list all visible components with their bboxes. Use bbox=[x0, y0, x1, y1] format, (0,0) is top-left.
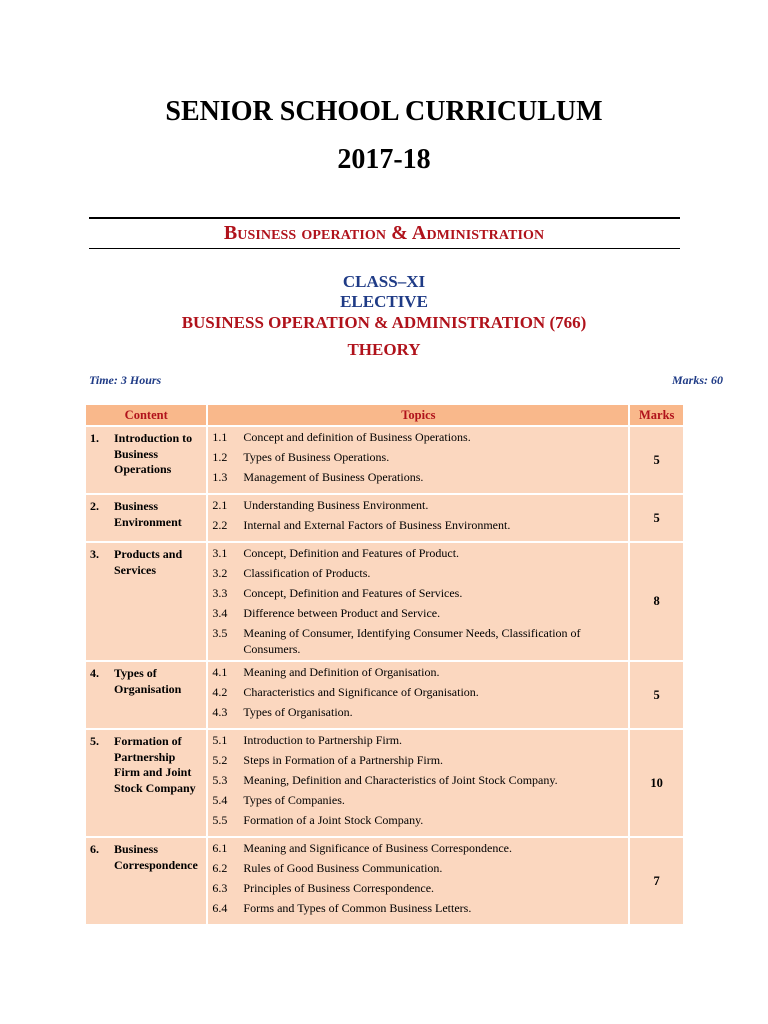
topic-text: Types of Organisation. bbox=[243, 705, 353, 719]
table-row bbox=[86, 730, 683, 836]
topic-item bbox=[212, 901, 624, 921]
content-cell bbox=[86, 495, 206, 541]
topic-number: 6.1 bbox=[212, 841, 228, 855]
topic-item bbox=[212, 813, 624, 833]
topic-number: 4.1 bbox=[212, 665, 228, 679]
topic-item bbox=[212, 733, 624, 753]
topic-number: 4.3 bbox=[212, 705, 228, 719]
topic-number: 6.4 bbox=[212, 901, 228, 915]
topic-number: 3.1 bbox=[212, 546, 228, 560]
topic-text: Rules of Good Business Communication. bbox=[243, 861, 443, 875]
topic-item bbox=[212, 626, 624, 657]
content-column-header: Content bbox=[86, 405, 206, 425]
topics-cell bbox=[208, 662, 628, 728]
topic-number: 5.3 bbox=[212, 773, 228, 787]
topic-text: Meaning, Definition and Characteristics of Joint Stock Company. bbox=[243, 773, 558, 787]
topic-item bbox=[212, 586, 624, 606]
content-cell bbox=[86, 427, 206, 493]
unit-title: Types of Organisation bbox=[114, 666, 182, 696]
topic-number: 5.4 bbox=[212, 793, 228, 807]
marks-cell: 5 bbox=[630, 427, 683, 493]
table-row bbox=[86, 662, 683, 728]
topic-text: Meaning of Consumer, Identifying Consumer Needs, Classification of Consumers. bbox=[243, 626, 581, 656]
topic-text: Concept and definition of Business Operations. bbox=[243, 430, 471, 444]
syllabus-table bbox=[84, 403, 685, 926]
topic-number: 3.4 bbox=[212, 606, 228, 620]
marks-cell: 7 bbox=[630, 838, 683, 924]
topics-column-header: Topics bbox=[208, 405, 628, 425]
topic-item bbox=[212, 685, 624, 705]
topic-text: Understanding Business Environment. bbox=[243, 498, 429, 512]
unit-number: 4. bbox=[90, 666, 99, 680]
topic-text: Meaning and Significance of Business Correspondence. bbox=[243, 841, 513, 855]
table-row bbox=[86, 543, 683, 660]
topics-cell bbox=[208, 838, 628, 924]
elective-label: ELECTIVE bbox=[340, 292, 428, 311]
topic-number: 6.2 bbox=[212, 861, 228, 875]
topics-cell bbox=[208, 730, 628, 836]
topic-number: 1.2 bbox=[212, 450, 228, 464]
topic-item bbox=[212, 430, 624, 450]
subject-heading: Business operation & Administration bbox=[223, 222, 545, 244]
topic-text: Classification of Products. bbox=[243, 566, 371, 580]
marks-cell: 8 bbox=[630, 543, 683, 660]
unit-number: 3. bbox=[90, 547, 99, 561]
content-cell bbox=[86, 543, 206, 660]
topic-text: Types of Business Operations. bbox=[243, 450, 390, 464]
topic-number: 6.3 bbox=[212, 881, 228, 895]
topic-text: Management of Business Operations. bbox=[243, 470, 424, 484]
unit-number: 1. bbox=[90, 431, 99, 445]
topic-text: Characteristics and Significance of Organisation. bbox=[243, 685, 479, 699]
topic-text: Introduction to Partnership Firm. bbox=[243, 733, 403, 747]
topic-number: 5.1 bbox=[212, 733, 228, 747]
unit-title: Products and Services bbox=[114, 547, 183, 577]
topic-number: 3.3 bbox=[212, 586, 228, 600]
marks-cell: 5 bbox=[630, 662, 683, 728]
unit-number: 6. bbox=[90, 842, 99, 856]
unit-number: 5. bbox=[90, 734, 99, 748]
unit-number: 2. bbox=[90, 499, 99, 513]
topic-item bbox=[212, 566, 624, 586]
topic-text: Meaning and Definition of Organisation. bbox=[243, 665, 440, 679]
total-marks-label: Marks: 60 bbox=[671, 373, 723, 387]
topic-item bbox=[212, 470, 624, 490]
table-body bbox=[86, 427, 683, 924]
unit-title: Business Environment bbox=[114, 499, 182, 529]
topics-cell bbox=[208, 495, 628, 541]
time-label: Time: 3 Hours bbox=[89, 373, 162, 387]
table-row bbox=[86, 427, 683, 493]
topic-item bbox=[212, 861, 624, 881]
topic-text: Internal and External Factors of Business Environment. bbox=[243, 518, 511, 532]
unit-title: Business Correspondence bbox=[114, 842, 198, 872]
unit-title: Formation of Partnership Firm and Joint Stock Company bbox=[114, 734, 196, 795]
topic-text: Forms and Types of Common Business Letters. bbox=[243, 901, 472, 915]
topic-item bbox=[212, 546, 624, 566]
theory-label: THEORY bbox=[347, 340, 421, 359]
topic-item bbox=[212, 753, 624, 773]
topic-number: 3.2 bbox=[212, 566, 228, 580]
topic-number: 4.2 bbox=[212, 685, 228, 699]
topic-number: 1.1 bbox=[212, 430, 228, 444]
marks-cell: 10 bbox=[630, 730, 683, 836]
topic-number: 1.3 bbox=[212, 470, 228, 484]
content-cell bbox=[86, 838, 206, 924]
topic-text: Concept, Definition and Features of Services. bbox=[243, 586, 463, 600]
topic-text: Formation of a Joint Stock Company. bbox=[243, 813, 424, 827]
topic-item bbox=[212, 793, 624, 813]
topic-item bbox=[212, 450, 624, 470]
topics-cell bbox=[208, 427, 628, 493]
table-row bbox=[86, 495, 683, 541]
table-header-row bbox=[86, 405, 683, 425]
page-year: 2017-18 bbox=[337, 144, 431, 175]
page-title: SENIOR SCHOOL CURRICULUM bbox=[165, 96, 603, 127]
topic-number: 2.2 bbox=[212, 518, 228, 532]
topic-text: Concept, Definition and Features of Product. bbox=[243, 546, 460, 560]
topic-number: 5.5 bbox=[212, 813, 228, 827]
bottom-divider bbox=[89, 248, 680, 249]
topic-item bbox=[212, 841, 624, 861]
topic-item bbox=[212, 606, 624, 626]
content-cell bbox=[86, 730, 206, 836]
topic-item bbox=[212, 705, 624, 725]
topic-item bbox=[212, 773, 624, 793]
topic-text: Principles of Business Correspondence. bbox=[243, 881, 435, 895]
unit-title: Introduction to Business Operations bbox=[114, 431, 193, 476]
top-divider bbox=[89, 217, 680, 219]
topic-number: 5.2 bbox=[212, 753, 228, 767]
content-cell bbox=[86, 662, 206, 728]
topic-item bbox=[212, 665, 624, 685]
topic-number: 3.5 bbox=[212, 626, 228, 640]
topic-text: Steps in Formation of a Partnership Firm. bbox=[243, 753, 444, 767]
topic-item bbox=[212, 498, 624, 518]
topic-item bbox=[212, 518, 624, 538]
topic-text: Difference between Product and Service. bbox=[243, 606, 441, 620]
table-row bbox=[86, 838, 683, 924]
topic-number: 2.1 bbox=[212, 498, 228, 512]
marks-column-header: Marks bbox=[630, 405, 683, 425]
topics-cell bbox=[208, 543, 628, 660]
marks-cell: 5 bbox=[630, 495, 683, 541]
topic-item bbox=[212, 881, 624, 901]
topic-text: Types of Companies. bbox=[243, 793, 345, 807]
class-label: CLASS–XI bbox=[342, 272, 426, 291]
course-name: BUSINESS OPERATION & ADMINISTRATION (766) bbox=[181, 313, 587, 332]
